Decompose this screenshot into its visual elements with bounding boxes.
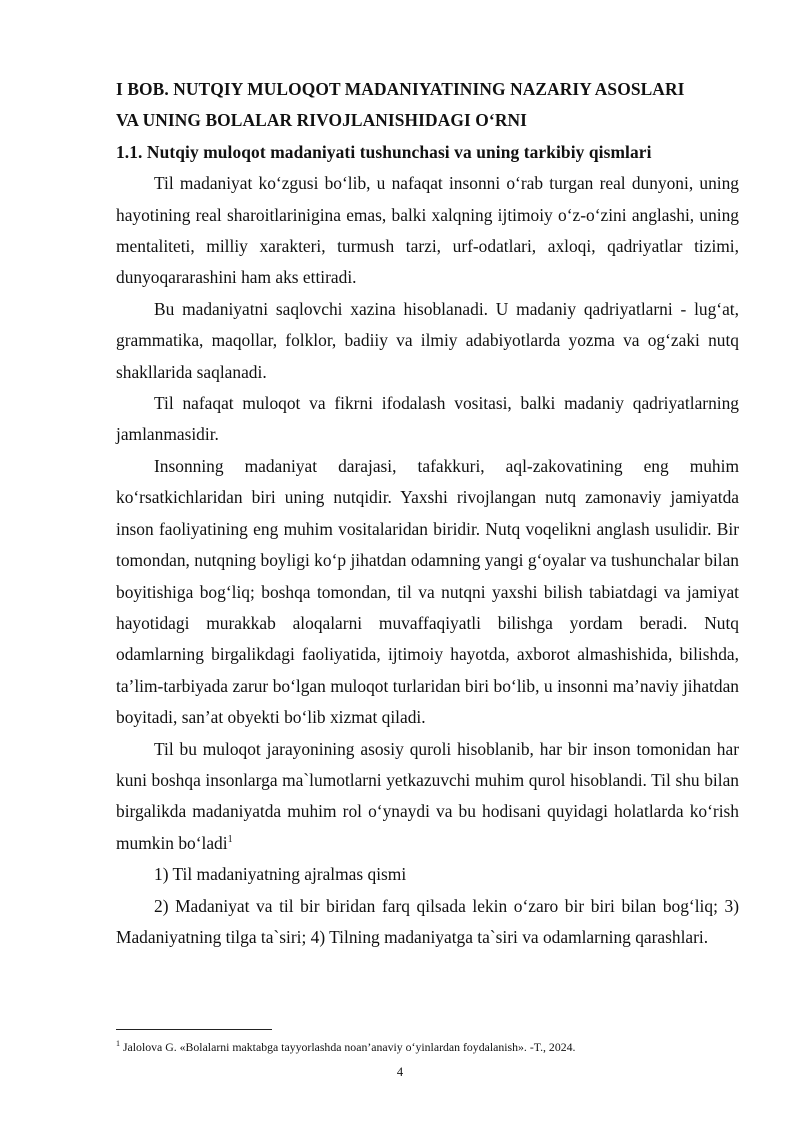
- paragraph-text: Til bu muloqot jarayonining asosiy quroli hisoblanib, har bir inson tomonidan har kuni boshqa insonlarga ma`lumotlarni yetkazuvchi muhim qurol hisoblandi. Til shu bilan birgalikda madaniyatda muhim rol o‘ynaydi va bu hodisani quyidagi holatlarda ko‘rish mumkin bo‘ladi: [116, 738, 739, 853]
- page-number: 4: [396, 1065, 404, 1079]
- body-paragraph: Til nafaqat muloqot va fikrni ifodalash vositasi, balki madaniy qadriyatlarning jamlanmasidir.: [116, 393, 739, 445]
- footnote-number: 1: [116, 1039, 120, 1049]
- body-paragraph: Insonning madaniyat darajasi, tafakkuri, aql-zakovatining eng muhim ko‘rsatkichlaridan biri uning nutqidir. Yaxshi rivojlangan nutq zamonaviy jamiyatda inson faoliyatining eng muhim vositalaridan biridir. Nutq voqelikni anglash usulidir. Bir tomondan, nutqning boyligi ko‘p jihatdan odamning yangi g‘oyalar va tushunchalar bilan boyitishiga bog‘liq; boshqa tomondan, til va nutqni yaxshi bilish tabiatdagi va jamiyat hayotidagi murakkab aloqalarni muvaffaqiyatli bilishga yordam beradi. Nutq odamlarning birgalikdagi faoliyatida, ijtimoiy hayotda, axborot almashishida, bilishda, ta’lim-tarbiyada zarur bo‘lgan muloqot turlaridan biri bo‘lib, u insonni ma’naviy jihatdan boyitadi, san’at obyekti bo‘lib xizmat qiladi.: [116, 455, 739, 728]
- chapter-title-line-2: VA UNING BOLALAR RIVOJLANISHIDAGI O‘RNI: [116, 110, 528, 131]
- body-paragraph: Til madaniyat ko‘zgusi bo‘lib, u nafaqat insonni o‘rab turgan real dunyoni, uning hayotining real sharoitlarinigina emas, balki xalqning ijtimoiy o‘z-o‘zini anglashi, uning mentaliteti, milliy xarakteri, turmush tarzi, urf-odatlari, axloqi, qadriyatlar tizimi, dunyoqararashini ham aks ettiradi.: [116, 173, 739, 288]
- chapter-title-line-1: I BOB. NUTQIY MULOQOT MADANIYATINING NAZARIY ASOSLARI: [116, 79, 685, 99]
- footnote-text: Jalolova G. «Bolalarni maktabga tayyorlashda noan’anaviy o‘yinlardan foydalanish». -T., 2024.: [120, 1040, 576, 1054]
- list-item: 2) Madaniyat va til bir biridan farq qilsada lekin o‘zaro bir biri bilan bog‘liq; 3) Madaniyatning tilga ta`siri; 4) Tilning madaniyatga ta`siri va odamlarning qarashlari.: [116, 895, 739, 947]
- footnote-reference[interactable]: 1: [227, 833, 233, 845]
- footnote: [116, 1040, 756, 1055]
- body-paragraph: Bu madaniyatni saqlovchi xazina hisoblanadi. U madaniy qadriyatlarni - lug‘at, grammatika, maqollar, folklor, badiiy va ilmiy adabiyotlarda yozma va og‘zaki nutq shakllarida saqlanadi.: [116, 298, 739, 382]
- page-content: [116, 74, 739, 953]
- footnote-separator: [116, 1029, 272, 1030]
- list-item: 1) Til madaniyatning ajralmas qismi: [154, 864, 407, 885]
- section-title: 1.1. Nutqiy muloqot madaniyati tushunchasi va uning tarkibiy qismlari: [116, 141, 652, 162]
- body-paragraph-footnoted: [116, 734, 739, 860]
